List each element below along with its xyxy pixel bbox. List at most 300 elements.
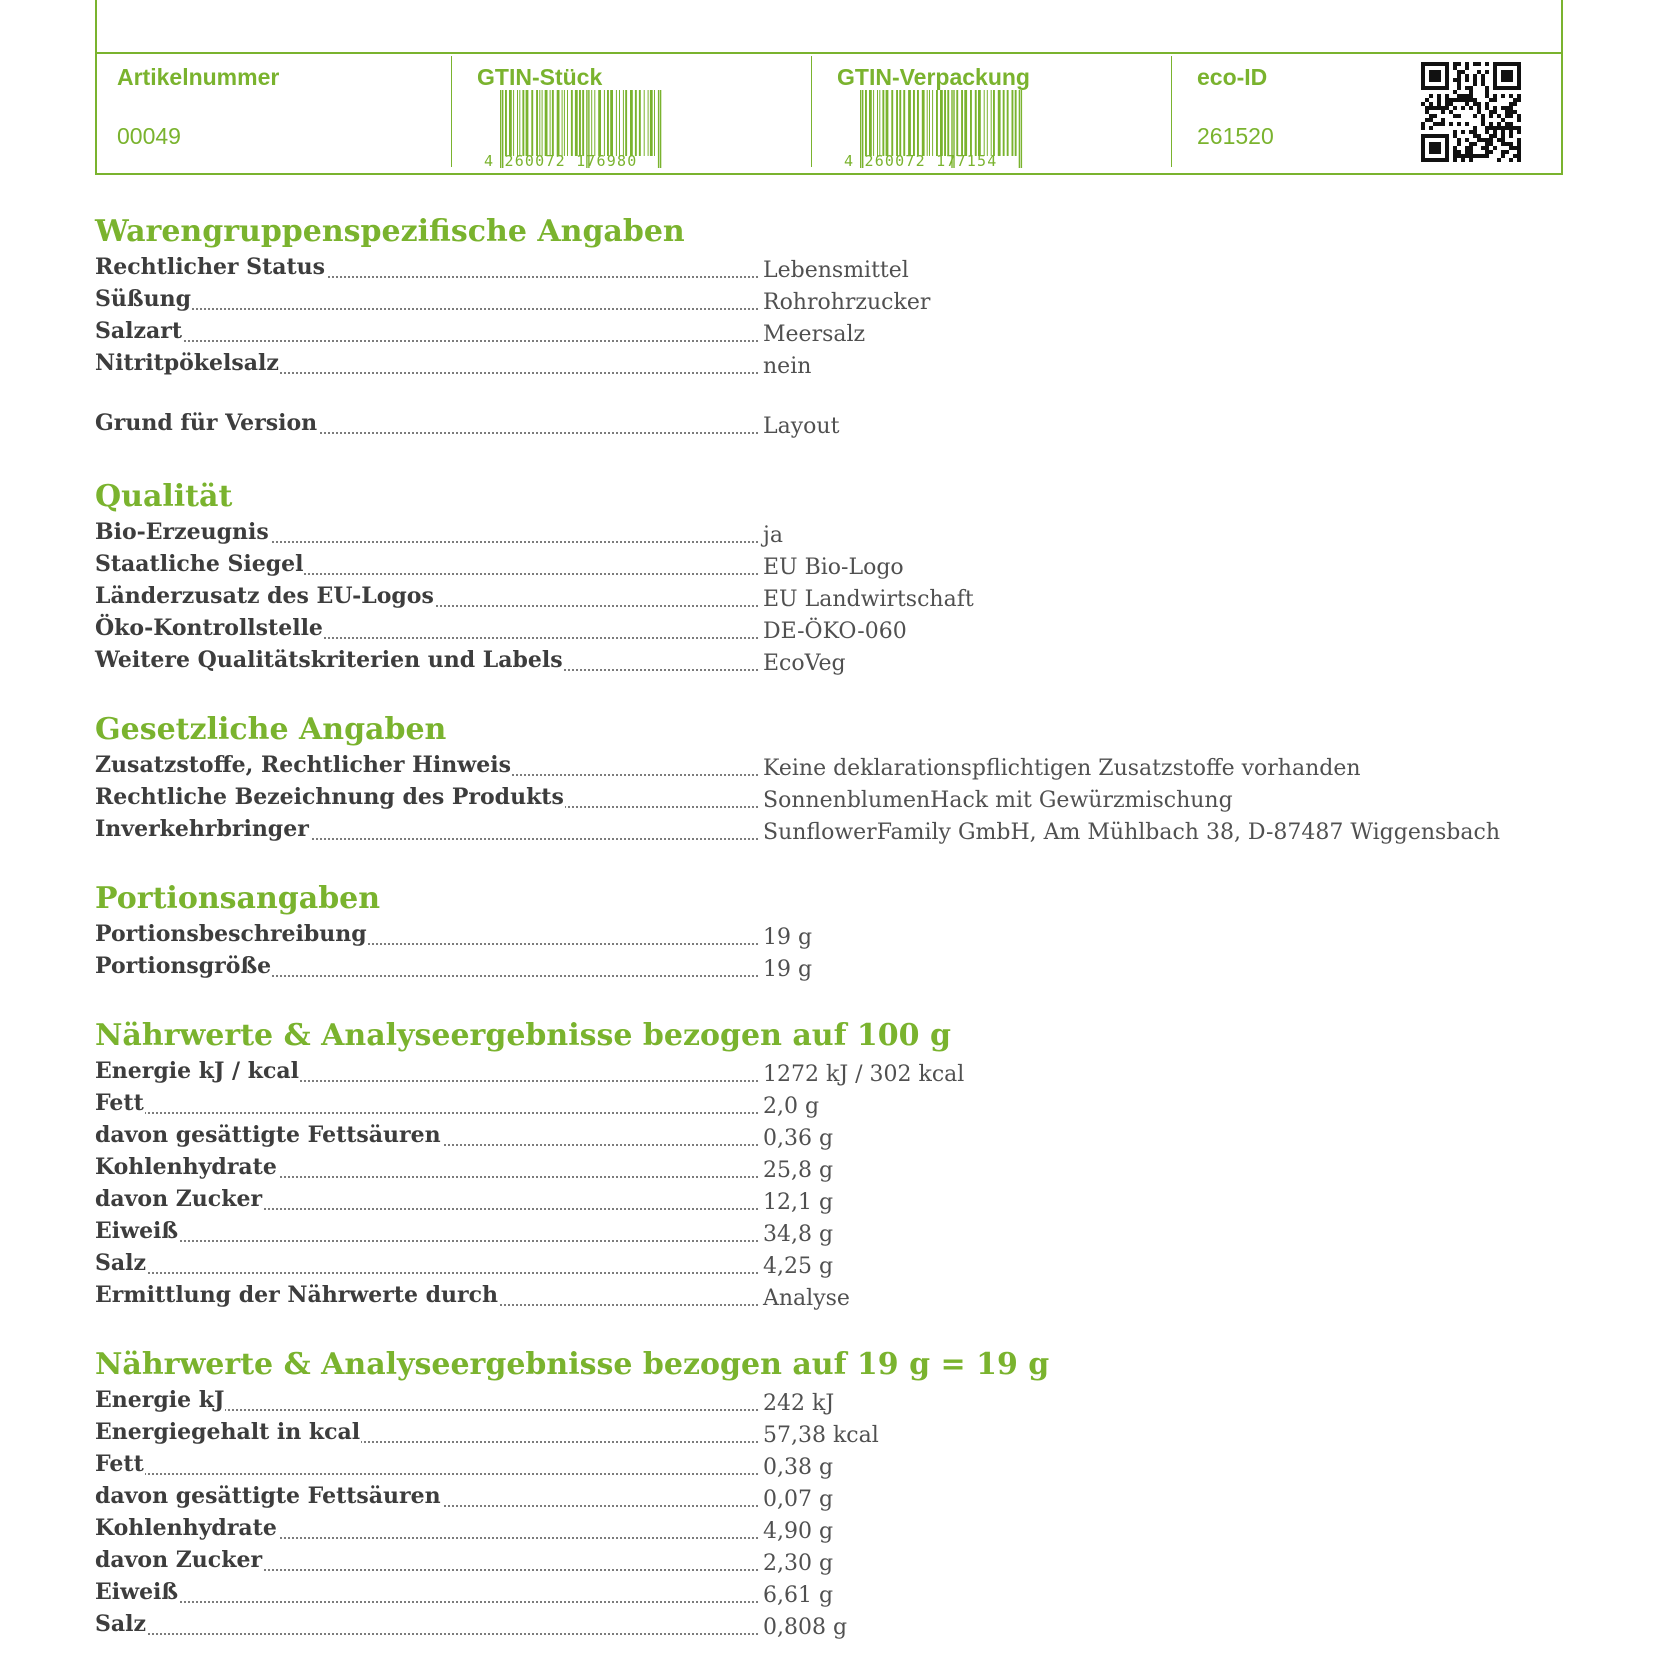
barcode-bar [1012,90,1014,156]
row-label: Energie kJ / kcal [95,1055,300,1087]
info-row [95,548,1565,580]
qr-finder-module [1505,62,1509,66]
row-value: SonnenblumenHack mit Gewürzmischung [763,788,1233,813]
qr-module [1473,62,1477,66]
info-row [95,1384,1565,1416]
eco-id-value: 261520 [1197,123,1274,149]
qr-module [1465,66,1469,70]
dotted-leader [95,1633,758,1635]
qr-finder-module [1433,142,1437,146]
row-value: EcoVeg [763,651,846,676]
barcode-bar [505,90,507,156]
qr-finder-module [1501,70,1505,74]
row-label: Bio-Erzeugnis [95,516,270,548]
qr-finder-module [1445,82,1449,86]
qr-module [1457,94,1461,98]
qr-module [1465,74,1469,78]
section-portion [95,880,1565,982]
qr-module [1477,110,1481,114]
barcode-bar [886,90,889,156]
barcode-guard-bar [658,90,659,168]
qr-module [1449,102,1453,106]
row-label: Kohlenhydrate [95,1151,278,1183]
qr-finder-module [1445,150,1449,154]
qr-module [1509,102,1513,106]
qr-module [1509,114,1513,118]
qr-module [1453,106,1457,110]
qr-finder-module [1437,62,1441,66]
barcode-bar [879,90,880,156]
row-value: 25,8 g [763,1158,834,1183]
row-value: 34,8 g [763,1222,834,1247]
qr-module [1437,94,1441,98]
row-value: 4,25 g [763,1254,834,1279]
qr-module [1493,134,1497,138]
row-label: Eiweiß [95,1215,179,1247]
barcode-bar [650,90,653,156]
qr-finder-module [1429,150,1433,154]
qr-module [1473,102,1477,106]
qr-finder-module [1445,62,1449,66]
row-label: Rechtlicher Status [95,251,326,283]
qr-module [1485,150,1489,154]
qr-finder-module [1509,86,1513,90]
qr-module [1469,150,1473,154]
qr-finder-module [1513,62,1517,66]
qr-module [1473,114,1477,118]
row-label: Salz [95,1247,147,1279]
qr-module [1473,78,1477,82]
dotted-leader [95,340,758,342]
qr-module [1485,70,1489,74]
qr-finder-module [1437,142,1441,146]
qr-module [1481,114,1485,118]
qr-module [1465,146,1469,150]
qr-finder-module [1501,86,1505,90]
qr-finder-module [1433,158,1437,162]
article-number-value: 00049 [117,123,181,149]
qr-module [1457,78,1461,82]
qr-module [1465,102,1469,106]
barcode-bar [947,90,949,156]
qr-module [1493,126,1497,130]
qr-module [1509,142,1513,146]
qr-module [1489,98,1493,102]
section-title: Gesetzliche Angaben [95,712,447,747]
barcode-bar [550,90,551,156]
qr-module [1497,158,1501,162]
info-row [95,950,1565,982]
dotted-leader [95,1240,758,1242]
barcode-bar [575,90,578,156]
article-number-label: Artikelnummer [117,64,280,90]
qr-module [1513,126,1517,130]
qr-module [1505,110,1509,114]
section-title: Warengruppenspezifische Angaben [95,214,685,249]
qr-finder-module [1421,74,1425,78]
qr-finder-module [1433,70,1437,74]
row-value: Meersalz [763,322,866,347]
qr-module [1485,154,1489,158]
qr-module [1501,118,1505,122]
qr-module [1465,98,1469,102]
info-row [95,1247,1565,1279]
row-value: Rohrohrzucker [763,290,931,315]
barcode-bar [964,90,967,156]
info-row [95,813,1565,845]
barcode-bar [873,90,874,156]
row-label: Rechtliche Bezeichnung des Produkts [95,781,565,813]
barcode-bar [594,90,595,156]
qr-module [1453,146,1457,150]
qr-finder-module [1433,86,1437,90]
qr-finder-module [1421,146,1425,150]
qr-module [1485,86,1489,90]
barcode-bar [913,90,915,156]
section-title: Portionsangaben [95,881,381,916]
qr-module [1449,122,1453,126]
qr-module [1473,130,1477,134]
qr-finder-module [1433,146,1437,150]
barcode-bar [922,90,925,156]
qr-module [1489,134,1493,138]
info-row [95,1215,1565,1247]
qr-module [1461,158,1465,162]
qr-module [1469,90,1473,94]
qr-module [1509,126,1513,130]
qr-module [1473,126,1477,130]
qr-module [1453,90,1457,94]
barcode-bar [998,90,1001,156]
qr-module [1457,138,1461,142]
qr-finder-module [1433,74,1437,78]
qr-module [1481,146,1485,150]
barcode-bar [539,90,540,156]
qr-module [1501,138,1505,142]
qr-module [1485,142,1489,146]
row-value: 2,30 g [763,1551,834,1576]
barcode-bar [531,90,533,156]
qr-finder-module [1437,150,1441,154]
qr-module [1501,94,1505,98]
qr-module [1485,94,1489,98]
qr-module [1449,110,1453,114]
gtin-piece-label: GTIN-Stück [477,64,603,90]
info-row [95,1480,1565,1512]
row-value: SunflowerFamily GmbH, Am Mühlbach 38, D-87487 Wiggensbach [763,820,1500,845]
gtin-pack-digits: 4 260072 177154 [844,152,998,170]
qr-module [1441,106,1445,110]
qr-module [1477,106,1481,110]
qr-finder-module [1517,70,1521,74]
qr-module [1493,94,1497,98]
row-label: Fett [95,1448,145,1480]
qr-module [1481,118,1485,122]
barcode-bar [882,90,884,156]
qr-finder-module [1509,70,1513,74]
barcode-bar [927,90,928,156]
gtin-pack-cell [817,54,1177,175]
qr-module [1517,118,1521,122]
info-row [95,516,1565,548]
product-id-box [95,0,1563,175]
qr-finder-module [1445,142,1449,146]
qr-module [1513,146,1517,150]
qr-module [1485,126,1489,130]
barcode-bar [513,90,514,156]
qr-module [1457,98,1461,102]
qr-module [1465,94,1469,98]
barcode-bar [623,90,624,156]
qr-module [1453,154,1457,158]
qr-module [1517,146,1521,150]
row-value: EU Landwirtschaft [763,587,974,612]
qr-finder-module [1433,150,1437,154]
qr-module [1469,142,1473,146]
row-label: Salz [95,1608,147,1640]
info-row [95,1183,1565,1215]
qr-module [1497,126,1501,130]
qr-finder-module [1437,134,1441,138]
barcode-bar [1003,90,1005,156]
qr-module [1457,70,1461,74]
qr-finder-module [1493,74,1497,78]
barcode-bar [526,90,529,156]
qr-module [1429,94,1433,98]
qr-module [1449,98,1453,102]
section-naehrwerte-portion [95,1346,1565,1640]
barcode-bar [607,90,609,156]
barcode-bar [899,90,901,156]
qr-module [1429,114,1433,118]
row-label: davon gesättigte Fettsäuren [95,1480,442,1512]
section-title: Qualität [95,479,233,514]
qr-finder-module [1441,158,1445,162]
qr-finder-module [1429,146,1433,150]
qr-module [1505,142,1509,146]
qr-module [1517,150,1521,154]
row-label: Süßung [95,283,192,315]
qr-finder-module [1433,62,1437,66]
qr-module [1501,142,1505,146]
qr-module [1465,62,1469,66]
qr-finder-module [1429,78,1433,82]
info-row [95,1151,1565,1183]
qr-module [1429,102,1433,106]
qr-module [1469,130,1473,134]
qr-finder-module [1425,86,1429,90]
barcode-bar [961,90,963,156]
row-label: Fett [95,1087,145,1119]
row-value: EU Bio-Logo [763,555,904,580]
qr-module [1461,130,1465,134]
barcode-bar [616,90,617,156]
qr-module [1421,126,1425,130]
row-label: Portionsgröße [95,950,272,982]
qr-finder-module [1517,74,1521,78]
qr-finder-module [1445,70,1449,74]
dotted-leader [95,1601,758,1603]
section-title: Nährwerte & Analyseergebnisse bezogen auf 19 g = 19 g [95,1347,1050,1382]
row-value: 0,808 g [763,1615,848,1640]
qr-finder-module [1445,134,1449,138]
qr-module [1445,98,1449,102]
qr-module [1453,134,1457,138]
row-label: Grund für Version [95,407,318,439]
eco-id-label: eco-ID [1197,64,1268,90]
barcode-bar [654,90,655,156]
qr-module [1517,114,1521,118]
qr-module [1497,122,1501,126]
qr-module [1429,118,1433,122]
row-label: Zusatzstoffe, Rechtlicher Hinweis [95,749,512,781]
qr-finder-module [1425,158,1429,162]
barcode-bar [877,90,878,156]
qr-finder-module [1445,158,1449,162]
barcode-bar [917,90,919,156]
barcode-bar [619,90,620,156]
qr-module [1513,110,1517,114]
qr-module [1457,74,1461,78]
dotted-leader [95,1112,758,1114]
qr-module [1481,154,1485,158]
barcode-bar [579,90,581,156]
row-value: 0,38 g [763,1455,834,1480]
info-row [95,1055,1565,1087]
qr-finder-module [1509,62,1513,66]
qr-module [1437,98,1441,102]
qr-module [1441,118,1445,122]
barcode-bar [519,90,520,156]
row-label: Länderzusatz des EU-Logos [95,580,435,612]
qr-finder-module [1437,74,1441,78]
qr-module [1485,102,1489,106]
qr-finder-module [1517,62,1521,66]
qr-module [1509,122,1513,126]
qr-module [1457,142,1461,146]
qr-module [1425,106,1429,110]
barcode-bar [908,90,911,156]
row-value: Analyse [763,1286,850,1311]
barcode-bar [635,90,637,156]
row-value: DE-ÖKO-060 [763,619,907,644]
barcode-bar [891,90,893,156]
barcode-bar [591,90,592,156]
qr-module [1493,146,1497,150]
info-row [95,251,1565,283]
qr-module [1421,122,1425,126]
qr-module [1469,154,1473,158]
info-row [95,1279,1565,1311]
qr-finder-module [1437,146,1441,150]
qr-module [1489,114,1493,118]
qr-module [1425,98,1429,102]
barcode-bar [978,90,981,156]
qr-module [1509,106,1513,110]
info-row [95,580,1565,612]
qr-module [1517,98,1521,102]
qr-finder-module [1437,78,1441,82]
barcode-bar [987,90,988,156]
qr-module [1453,62,1457,66]
barcode-bar [944,90,946,156]
row-label: Eiweiß [95,1576,179,1608]
qr-module [1457,150,1461,154]
qr-module [1493,106,1497,110]
qr-module [1501,134,1505,138]
info-row [95,644,1565,676]
qr-module [1497,114,1501,118]
section-warengruppe [95,213,1565,439]
qr-finder-module [1429,86,1433,90]
qr-finder-module [1501,62,1505,66]
qr-module [1453,78,1457,82]
qr-finder-module [1513,86,1517,90]
qr-module [1461,94,1465,98]
dotted-leader [95,1473,758,1475]
barcode-bar [522,90,524,156]
qr-finder-module [1497,86,1501,90]
gtin-pack-label: GTIN-Verpackung [837,64,1030,90]
qr-module [1473,142,1477,146]
barcode-bar [557,90,560,156]
barcode-bar [644,90,645,156]
info-row [95,1448,1565,1480]
row-label: Energiegehalt in kcal [95,1416,361,1448]
qr-finder-module [1429,142,1433,146]
qr-finder-module [1493,62,1497,66]
row-value: 242 kJ [763,1391,835,1416]
qr-module [1433,122,1437,126]
info-row [95,1544,1565,1576]
qr-module [1473,98,1477,102]
qr-finder-module [1497,62,1501,66]
barcode-bar [610,90,613,156]
qr-module [1513,154,1517,158]
qr-module [1481,122,1485,126]
qr-module [1437,102,1441,106]
barcode-bar [567,90,568,156]
qr-module [1437,122,1441,126]
barcode-bar [552,90,554,156]
qr-module [1485,130,1489,134]
qr-finder-module [1437,70,1441,74]
row-value: Layout [763,414,840,439]
qr-module [1461,70,1465,74]
article-number-cell [97,54,457,175]
qr-module [1453,98,1457,102]
qr-module [1501,154,1505,158]
qr-finder-module [1445,78,1449,82]
qr-finder-module [1421,82,1425,86]
qr-module [1469,98,1473,102]
qr-module [1485,62,1489,66]
qr-module [1469,94,1473,98]
barcode-bar [536,90,538,156]
info-row [95,347,1565,379]
qr-finder-module [1493,86,1497,90]
qr-finder-module [1429,62,1433,66]
qr-module [1489,126,1493,130]
qr-module [1429,106,1433,110]
qr-module [1477,70,1481,74]
qr-finder-module [1421,66,1425,70]
barcode-guard-bar [1021,90,1022,168]
info-row [95,1576,1565,1608]
qr-module [1457,114,1461,118]
barcode-bar [625,90,627,156]
qr-finder-module [1505,78,1509,82]
